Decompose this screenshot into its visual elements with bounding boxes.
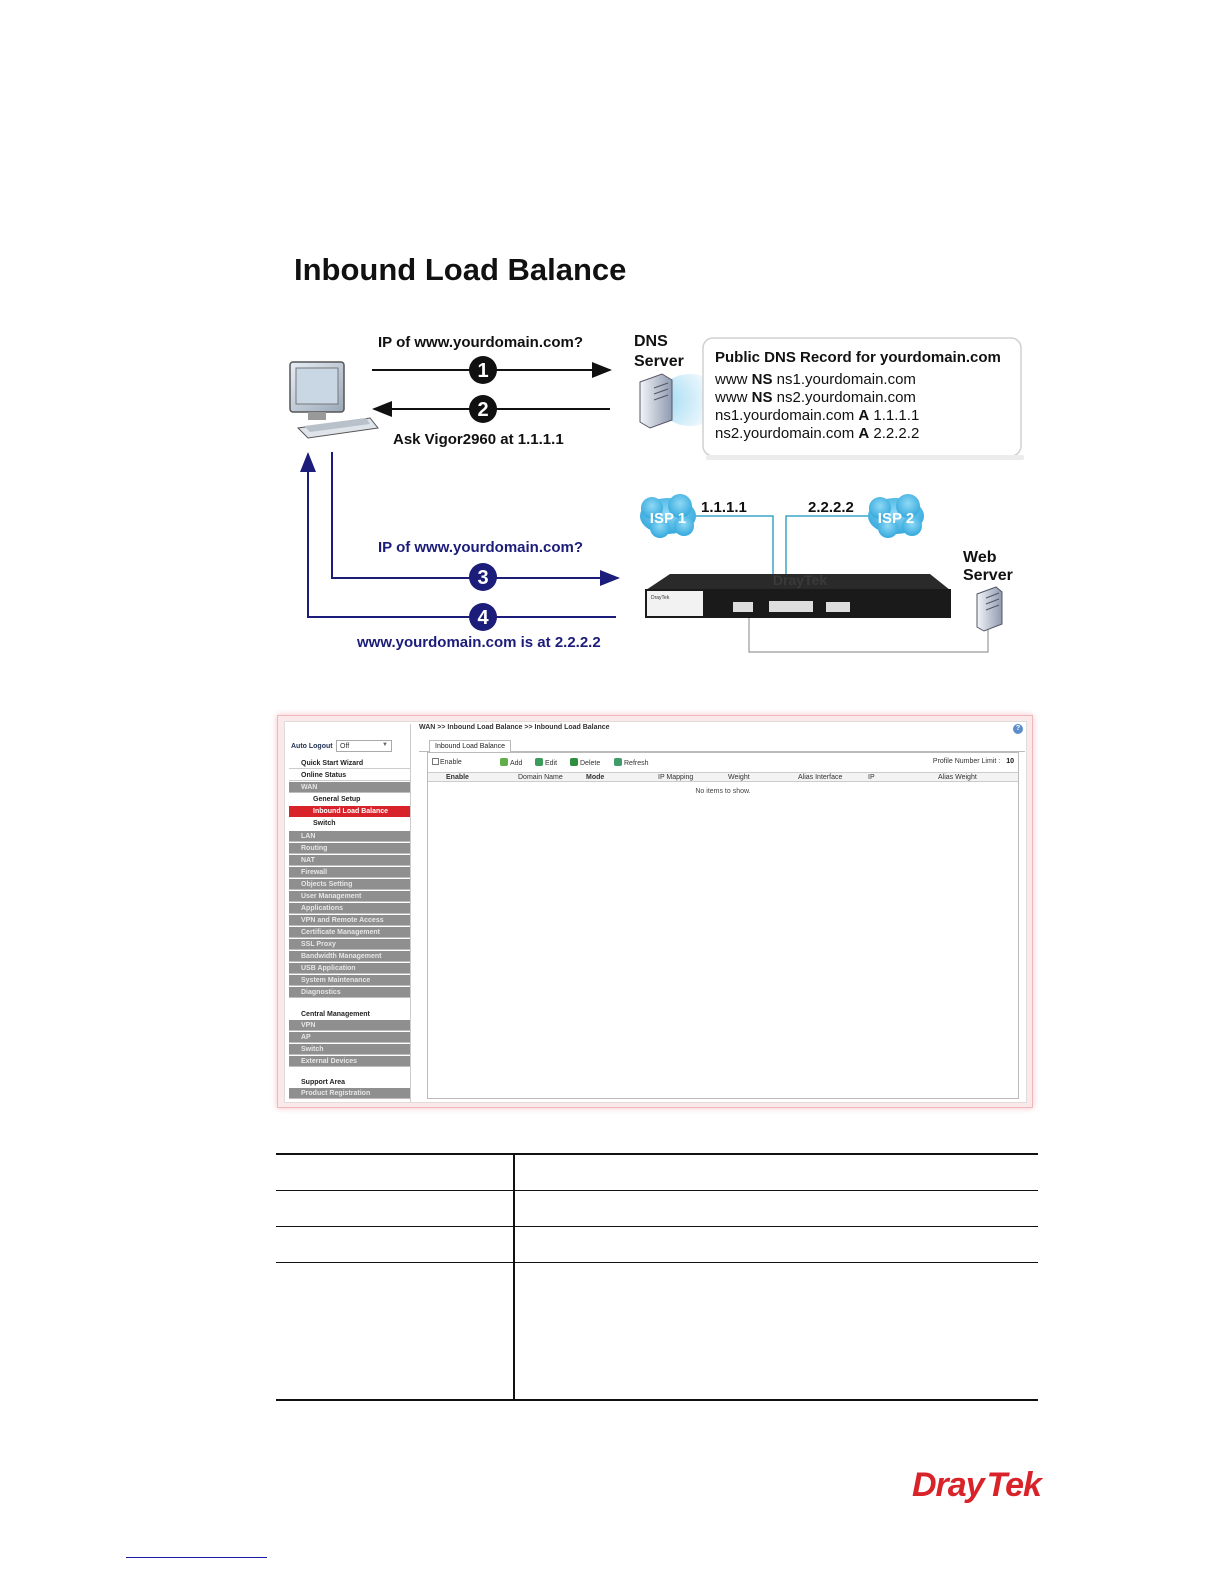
- svg-text:DrayTek: DrayTek: [772, 572, 828, 588]
- router-icon: [645, 572, 951, 618]
- logo-part-1: Dray: [912, 1466, 984, 1504]
- ip2-label: 2.2.2.2: [808, 499, 854, 516]
- table-column-divider: [513, 1153, 515, 1401]
- table-rule-bottom: [276, 1399, 1038, 1401]
- dns-label-1: DNS: [634, 333, 668, 350]
- web-server-icon: [977, 587, 1002, 631]
- sidebar-item-certificate-management[interactable]: Certificate Management: [289, 927, 410, 938]
- parameter-table: [276, 1153, 1038, 1401]
- checkbox-icon: [432, 758, 439, 765]
- sidebar-item-product-registration[interactable]: Product Registration: [289, 1088, 410, 1099]
- dns-record-line-3: ns1.yourdomain.com A 1.1.1.1: [715, 407, 920, 424]
- delete-label: Delete: [580, 760, 601, 767]
- sidebar-item-switch[interactable]: Switch: [289, 1044, 410, 1055]
- content-panel: [427, 752, 1019, 1099]
- query-top-label: IP of www.yourdomain.com?: [378, 334, 584, 351]
- auto-logout-label: Auto Logout: [291, 743, 333, 750]
- sidebar-item-ssl-proxy[interactable]: SSL Proxy: [289, 939, 410, 950]
- delete-button[interactable]: [570, 758, 600, 767]
- ip1-label: 1.1.1.1: [701, 499, 747, 516]
- dns-label-2: Server: [634, 353, 684, 370]
- sidebar-item-routing[interactable]: Routing: [289, 843, 410, 854]
- router-ui-screenshot: [277, 715, 1033, 1108]
- isp1-label: ISP 1: [649, 510, 687, 527]
- sidebar-item-system-maintenance[interactable]: System Maintenance: [289, 975, 410, 986]
- sidebar-item-inbound-load-balance[interactable]: Inbound Load Balance: [289, 806, 410, 817]
- dns-record-title: Public DNS Record for yourdomain.com: [715, 349, 1001, 366]
- refresh-label: Refresh: [624, 760, 649, 767]
- table-rule-top: [276, 1153, 1038, 1155]
- sidebar-item-ap[interactable]: AP: [289, 1032, 410, 1043]
- sidebar-item-vpn-and-remote-access[interactable]: VPN and Remote Access: [289, 915, 410, 926]
- main-content: [417, 722, 1027, 1102]
- inbound-load-balance-diagram: [0, 0, 1224, 690]
- svg-text:DrayTek: DrayTek: [651, 595, 670, 601]
- sidebar-item-online-status[interactable]: Online Status: [289, 770, 410, 781]
- column-header[interactable]: Enable: [446, 774, 469, 781]
- sidebar-item-central-management: Central Management: [289, 1009, 410, 1020]
- column-header[interactable]: Alias Weight: [938, 774, 977, 781]
- ask-vigor-label: Ask Vigor2960 at 1.1.1.1: [393, 431, 564, 448]
- add-button[interactable]: [500, 758, 522, 767]
- column-header[interactable]: Alias Interface: [798, 774, 843, 781]
- edit-label: Edit: [545, 760, 558, 767]
- enable-label: Enable: [440, 759, 462, 766]
- sidebar-item-bandwidth-management[interactable]: Bandwidth Management: [289, 951, 410, 962]
- dns-record-line-1: www NS ns1.yourdomain.com: [715, 371, 916, 388]
- web-label-1: Web: [963, 549, 997, 566]
- enable-checkbox[interactable]: [432, 758, 462, 766]
- arrow-step-4: [308, 454, 616, 617]
- refresh-button[interactable]: [614, 758, 649, 767]
- sidebar-item-diagnostics[interactable]: Diagnostics: [289, 987, 410, 998]
- step-2-number: 2: [477, 399, 489, 421]
- sidebar-item-quick-start-wizard[interactable]: Quick Start Wizard: [289, 758, 410, 769]
- computer-icon: [290, 362, 378, 438]
- breadcrumb: WAN >> Inbound Load Balance >> Inbound Load Balance: [419, 724, 610, 731]
- sidebar-item-user-management[interactable]: User Management: [289, 891, 410, 902]
- grid-header: [428, 772, 1018, 782]
- draytek-logo: [912, 1466, 1041, 1505]
- sidebar-item-objects-setting[interactable]: Objects Setting: [289, 879, 410, 890]
- column-header[interactable]: Weight: [728, 774, 750, 781]
- trash-icon: [570, 758, 578, 766]
- footer-rule: [126, 1557, 267, 1558]
- refresh-icon: [614, 758, 622, 766]
- chevron-down-icon: ▼: [382, 742, 388, 748]
- diagram-canvas: [0, 0, 1224, 690]
- sidebar-item-firewall[interactable]: Firewall: [289, 867, 410, 878]
- sidebar-item-wan[interactable]: WAN: [289, 782, 410, 793]
- diagram-title: Inbound Load Balance: [294, 252, 627, 287]
- step-4-number: 4: [477, 607, 489, 629]
- step-1-number: 1: [477, 360, 489, 382]
- logo-part-2: Tek: [986, 1466, 1041, 1504]
- edit-button[interactable]: [535, 758, 557, 767]
- auto-logout-select[interactable]: [336, 740, 392, 752]
- tab-bar: [419, 738, 1025, 752]
- sidebar-item-general-setup[interactable]: General Setup: [289, 794, 410, 805]
- sidebar: [287, 724, 411, 1102]
- sidebar-item-support-area: Support Area: [289, 1077, 410, 1088]
- auto-logout-value: Off: [340, 743, 350, 750]
- dns-record-line-4: ns2.yourdomain.com A 2.2.2.2: [715, 425, 920, 442]
- profile-limit-label: Profile Number Limit :: [932, 758, 1001, 765]
- column-header[interactable]: IP: [868, 774, 875, 781]
- sidebar-item-nat[interactable]: NAT: [289, 855, 410, 866]
- step-3-number: 3: [477, 567, 489, 589]
- table-rule: [276, 1262, 1038, 1263]
- add-label: Add: [510, 760, 523, 767]
- dns-record-line-2: www NS ns2.yourdomain.com: [715, 389, 916, 406]
- query-bottom-label: IP of www.yourdomain.com?: [378, 539, 584, 556]
- router-ui-window: [284, 721, 1027, 1103]
- auto-logout: [289, 740, 409, 754]
- arrow-step-3: [332, 452, 618, 578]
- sidebar-item-external-devices[interactable]: External Devices: [289, 1056, 410, 1067]
- sidebar-item-lan[interactable]: LAN: [289, 831, 410, 842]
- help-icon[interactable]: ?: [1013, 724, 1023, 734]
- table-rule: [276, 1190, 1038, 1191]
- sidebar-item-applications[interactable]: Applications: [289, 903, 410, 914]
- column-header[interactable]: Domain Name: [518, 774, 563, 781]
- column-header[interactable]: IP Mapping: [658, 774, 694, 781]
- profile-number-limit: [933, 758, 1014, 765]
- column-header[interactable]: Mode: [586, 774, 605, 781]
- table-rule: [276, 1226, 1038, 1227]
- sidebar-item-vpn[interactable]: VPN: [289, 1020, 410, 1031]
- sidebar-item-usb-application[interactable]: USB Application: [289, 963, 410, 974]
- sidebar-item-switch[interactable]: Switch: [289, 818, 410, 829]
- add-icon: [500, 758, 508, 766]
- web-label-2: Server: [963, 567, 1013, 584]
- tab-inbound-load-balance[interactable]: Inbound Load Balance: [429, 740, 511, 753]
- toolbar: [428, 756, 1018, 769]
- empty-grid-message: No items to show.: [695, 788, 751, 795]
- edit-icon: [535, 758, 543, 766]
- isp2-label: ISP 2: [877, 510, 915, 527]
- answer-label: www.yourdomain.com is at 2.2.2.2: [357, 634, 601, 651]
- profile-limit-value: 10: [1006, 758, 1014, 765]
